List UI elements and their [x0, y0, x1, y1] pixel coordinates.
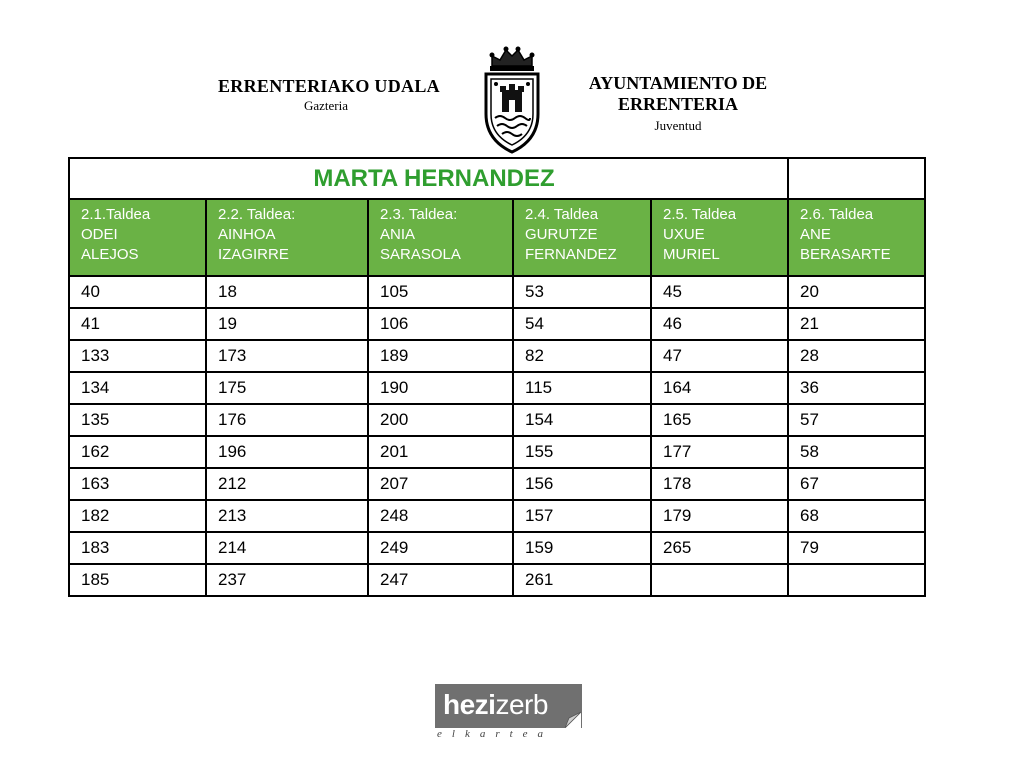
table-row	[69, 436, 925, 468]
table-cell: 53	[513, 276, 651, 308]
group-numbers-table	[68, 157, 926, 597]
table-cell	[651, 564, 788, 596]
column-header-line: 2.5. Taldea	[663, 206, 737, 223]
table-cell: 178	[651, 468, 788, 500]
table-row	[69, 340, 925, 372]
table-cell: 163	[69, 468, 206, 500]
table-cell: 196	[206, 436, 368, 468]
column-header-4	[513, 199, 651, 276]
column-header-1	[69, 199, 206, 276]
table-row	[69, 564, 925, 596]
table-cell: 165	[651, 404, 788, 436]
table-cell: 265	[651, 532, 788, 564]
table-cell: 175	[206, 372, 368, 404]
column-header-line: 2.1.Taldea	[81, 206, 151, 223]
table-cell: 58	[788, 436, 925, 468]
municipality-spanish-title-line2: ERRENTERIA	[617, 94, 739, 114]
municipality-basque-subtitle: Gazteria	[304, 98, 349, 113]
table-title-empty-cell	[788, 158, 925, 199]
table-cell: 183	[69, 532, 206, 564]
column-header-3	[368, 199, 513, 276]
table-cell: 68	[788, 500, 925, 532]
table-cell: 212	[206, 468, 368, 500]
table-cell: 179	[651, 500, 788, 532]
table-cell: 177	[651, 436, 788, 468]
table-cell: 207	[368, 468, 513, 500]
municipality-basque-title: ERRENTERIAKO UDALA	[218, 76, 440, 96]
column-header-2	[206, 199, 368, 276]
table-row	[69, 532, 925, 564]
table-cell: 156	[513, 468, 651, 500]
table-cell: 45	[651, 276, 788, 308]
table-cell: 237	[206, 564, 368, 596]
logo-text-bold: hezi	[443, 689, 496, 720]
column-header-line: FERNANDEZ	[525, 246, 617, 263]
table-cell: 41	[69, 308, 206, 340]
table-cell: 159	[513, 532, 651, 564]
table-cell: 189	[368, 340, 513, 372]
table-cell: 21	[788, 308, 925, 340]
table-cell: 200	[368, 404, 513, 436]
table-cell: 57	[788, 404, 925, 436]
table-cell: 40	[69, 276, 206, 308]
table-cell: 135	[69, 404, 206, 436]
table-row	[69, 308, 925, 340]
table-cell: 176	[206, 404, 368, 436]
table-cell: 115	[513, 372, 651, 404]
table-cell: 106	[368, 308, 513, 340]
column-header-line: ALEJOS	[81, 246, 139, 263]
table-title: MARTA HERNANDEZ	[69, 158, 788, 199]
municipality-spanish	[578, 73, 778, 134]
logo-subtitle: elkartea	[437, 728, 554, 740]
page-fold-icon	[565, 712, 581, 728]
column-header-line: GURUTZE	[525, 226, 598, 243]
table-cell	[788, 564, 925, 596]
table-cell: 105	[368, 276, 513, 308]
table-title-row	[69, 158, 925, 199]
table-cell: 18	[206, 276, 368, 308]
table-cell: 54	[513, 308, 651, 340]
table-cell: 182	[69, 500, 206, 532]
table-cell: 214	[206, 532, 368, 564]
table-cell: 185	[69, 564, 206, 596]
table-cell: 67	[788, 468, 925, 500]
table-cell: 154	[513, 404, 651, 436]
table-cell: 82	[513, 340, 651, 372]
column-header-line: AINHOA	[218, 226, 276, 243]
hezizerb-logo	[435, 684, 595, 744]
table-row	[69, 404, 925, 436]
column-header-line: 2.4. Taldea	[525, 206, 599, 223]
table-cell: 134	[69, 372, 206, 404]
table-row	[69, 500, 925, 532]
logo-text	[443, 688, 548, 722]
table-cell: 190	[368, 372, 513, 404]
table-cell: 133	[69, 340, 206, 372]
table-cell: 201	[368, 436, 513, 468]
table-cell: 155	[513, 436, 651, 468]
table-header-row	[69, 199, 925, 276]
logo-text-light: zerb	[495, 689, 548, 720]
table-row	[69, 372, 925, 404]
column-header-line: BERASARTE	[800, 246, 891, 263]
column-header-line: MURIEL	[663, 246, 720, 263]
table-cell: 46	[651, 308, 788, 340]
column-header-line: ANIA	[380, 226, 416, 243]
table-row	[69, 276, 925, 308]
column-header-5	[651, 199, 788, 276]
municipality-spanish-subtitle: Juventud	[654, 118, 702, 133]
table-cell: 213	[206, 500, 368, 532]
municipality-basque	[218, 76, 458, 114]
table-cell: 249	[368, 532, 513, 564]
column-header-line: 2.6. Taldea	[800, 206, 874, 223]
coat-of-arms-icon	[478, 44, 546, 156]
table-cell: 157	[513, 500, 651, 532]
table-row	[69, 468, 925, 500]
table-cell: 20	[788, 276, 925, 308]
table-cell: 248	[368, 500, 513, 532]
column-header-line: SARASOLA	[380, 246, 461, 263]
municipality-spanish-title-line1: AYUNTAMIENTO DE	[588, 73, 768, 93]
table-cell: 36	[788, 372, 925, 404]
table-cell: 173	[206, 340, 368, 372]
table-cell: 47	[651, 340, 788, 372]
table-cell: 247	[368, 564, 513, 596]
column-header-line: 2.3. Taldea:	[380, 206, 458, 223]
table-cell: 164	[651, 372, 788, 404]
column-header-line: IZAGIRRE	[218, 246, 289, 263]
logo-box	[435, 684, 582, 728]
table-cell: 79	[788, 532, 925, 564]
table-cell: 19	[206, 308, 368, 340]
page-header	[0, 40, 1024, 160]
table-cell: 261	[513, 564, 651, 596]
table-cell: 162	[69, 436, 206, 468]
column-header-line: ANE	[800, 226, 831, 243]
column-header-6	[788, 199, 925, 276]
column-header-line: 2.2. Taldea:	[218, 206, 296, 223]
table-cell: 28	[788, 340, 925, 372]
column-header-line: UXUE	[663, 226, 705, 243]
column-header-line: ODEI	[81, 226, 118, 243]
